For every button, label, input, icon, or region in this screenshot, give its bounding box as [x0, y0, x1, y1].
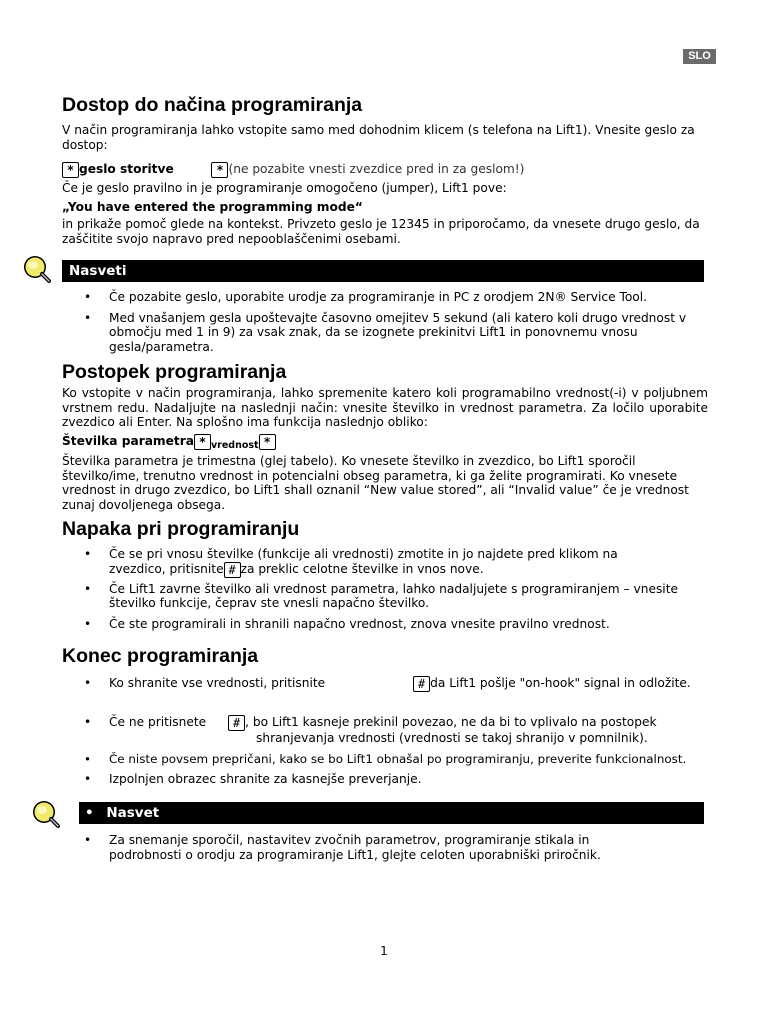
section-title-access: Dostop do načina programiranja: [62, 94, 363, 116]
tips-heading-bar: Nasveti: [62, 260, 704, 282]
list-item: [84, 715, 708, 746]
password-note: (ne pozabite vnesti zvezdice pred in za geslom!): [228, 162, 525, 176]
error-list: [84, 547, 708, 631]
programming-mode-quote: „You have entered the programming mode“: [62, 200, 363, 214]
star-key-icon: *: [62, 162, 79, 178]
tip-list: [84, 833, 708, 862]
end-item2-text3: shranjevanja vrednosti (vrednosti se takoj shranijo v pomnilnik).: [256, 731, 648, 745]
parameter-description: Številka parametra je trimestna (glej tabelo). Ko vnesete številko in zvezdico, bo Lift1 sporočil številko/ime, trenutno vrednost in potencialni obseg parametra, ki ga želite programirati. Ko vnesete vrednost in drugo zvezdico, bo Lift1 shall oznanil “New value stored”, ali “Invalid value” če je vrednost zunaj dovoljenega obsega.: [62, 454, 689, 512]
end-item1-text: Ko shranite vse vrednosti, pritisnite: [109, 676, 326, 690]
password-line: [62, 162, 708, 178]
list-item: • Za snemanje sporočil, nastavitev zvočnih parametrov, programiranje stikala in podrobnosti o orodju za programiranje Lift1, glejte celoten uporabniški priročnik.: [84, 833, 708, 862]
tip-heading-title: Nasvet: [106, 805, 160, 821]
tip-heading-bar: [79, 802, 704, 824]
password-label: geslo storitve: [79, 162, 174, 176]
star-key-icon: *: [211, 162, 228, 178]
end-item2-text2: , bo Lift1 kasneje prekinil povezao, ne da bi to vplivalo na postopek: [245, 715, 657, 729]
hash-key-icon: #: [413, 676, 430, 692]
star-key-icon: *: [194, 434, 211, 450]
tip-heading-bullet: •: [85, 805, 94, 821]
end-item2-text: Če ne pritisnete: [109, 715, 207, 729]
list-item: [84, 676, 708, 692]
list-item: • Če Lift1 zavrne številko ali vrednost parametra, lahko nadaljujete s programiranjem – vnesite številko funkcije, čeprav ste vnesli napačno številko.: [84, 582, 708, 611]
lightbulb-icon: [20, 253, 52, 285]
access-intro: V način programiranja lahko vstopite samo med dohodnim klicem (s telefona na Lift1). Vnesite geslo za dostop:: [62, 123, 695, 152]
end-item1-text2: da Lift1 pošlje "on-hook" signal in odložite.: [430, 676, 691, 690]
list-item: • Izpolnjen obrazec shranite za kasnejše preverjanje.: [84, 772, 708, 787]
section-title-end: Konec programiranja: [62, 645, 259, 667]
list-item: • Če pozabite geslo, uporabite urodje za programiranje in PC z orodjem 2N® Service Tool.: [84, 290, 708, 305]
language-badge: SLO: [683, 49, 716, 64]
list-item: • Med vnašanjem gesla upoštevajte časovno omejitev 5 sekund (ali katero koli drugo vrednost v območju med 1 in 9) za vsak znak, da se izognete prekinitvi Lift1 in ponovnemu vnosu gesla/parametra.: [84, 311, 708, 355]
list-item: • Če niste povsem prepričani, kako se bo Lift1 obnašal po programiranju, preverite funkcionalnost.: [84, 752, 708, 767]
parameter-format: [62, 434, 708, 454]
hash-key-icon: #: [224, 562, 241, 578]
page-number: 1: [380, 944, 388, 958]
procedure-intro: Ko vstopite v način programiranja, lahko spremenite katero koli programabilno vrednost(-i) v poljubnem vrstnem redu. Nadaljujte na naslednji način: vnesite številko in vrednost parametra. Za ločilo uporabite zvezdico ali Enter. Na splošno ima funkcija naslednjo obliko:: [62, 386, 708, 430]
error-item1-text: Če se pri vnosu številke (funkcije ali vrednosti) zmotite in jo najdete pred klikom na: [109, 547, 618, 561]
password-condition: Če je geslo pravilno in je programiranje omogočeno (jumper), Lift1 pove:: [62, 181, 507, 195]
parameter-number-label: Številka parametra: [62, 434, 194, 448]
list-item: [84, 547, 708, 578]
hash-key-icon: #: [228, 715, 245, 731]
value-label: vrednost: [210, 440, 259, 451]
error-item1-text2: zvezdico, pritisnite: [109, 561, 224, 576]
lightbulb-icon: [29, 798, 61, 830]
tips-list: [84, 290, 708, 354]
end-list: [84, 676, 708, 692]
section-title-procedure: Postopek programiranja: [62, 361, 287, 383]
access-after: in prikaže pomoč glede na kontekst. Privzeto geslo je 12345 in priporočamo, da vnesete drugo geslo, da zaščitite svojo napravo pred nepooblaščenimi osebami.: [62, 217, 700, 246]
list-item: • Če ste programirali in shranili napačno vrednost, znova vnesite pravilno vrednost.: [84, 617, 708, 632]
section-title-error: Napaka pri programiranju: [62, 518, 300, 540]
star-key-icon: *: [259, 434, 276, 450]
end-list-2: [84, 715, 708, 787]
error-item1-text3: za preklic celotne številke in vnos nove.: [240, 561, 484, 576]
